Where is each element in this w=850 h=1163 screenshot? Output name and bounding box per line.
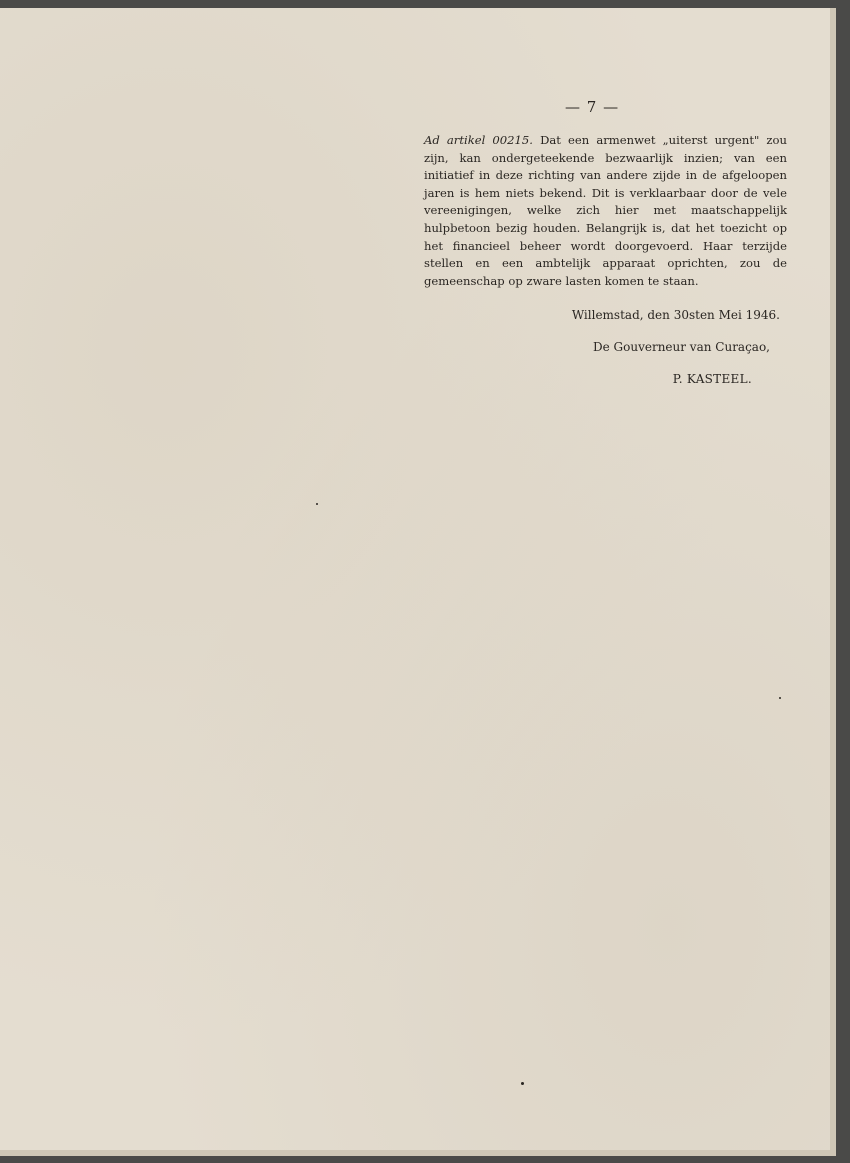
ink-speck bbox=[521, 1082, 524, 1085]
article-paragraph bbox=[424, 132, 787, 290]
page-edge bbox=[830, 8, 836, 1156]
ink-speck bbox=[316, 503, 318, 505]
page-bottom-edge bbox=[0, 1150, 836, 1156]
page-number: — 7 — bbox=[565, 98, 620, 116]
place-date: Willemstad, den 30sten Mei 1946. bbox=[571, 308, 780, 322]
article-text: Dat een armenwet „uiterst urgent" zou zijn, kan ondergeteekende bezwaarlijk inzien; van een initiatief in deze richting van andere zijde in de afgeloopen jaren is hem niets bekend. Dit is verklaarbaar door de vele vereenigingen, welke zich hier met maatschappelijk hulpbetoon bezig houden. Belangrijk is, dat het toezicht op het financieel beheer wordt doorgevoerd. Haar terzijde stellen en een ambtelijk apparaat oprichten, zou de gemeenschap op zware lasten komen te staan. bbox=[424, 133, 787, 288]
article-label: Ad artikel 00215. bbox=[424, 133, 533, 147]
document-page bbox=[0, 8, 836, 1156]
signature-name: P. KASTEEL. bbox=[672, 372, 752, 386]
governor-title: De Gouverneur van Curaçao, bbox=[593, 340, 770, 354]
ink-speck bbox=[779, 697, 781, 699]
